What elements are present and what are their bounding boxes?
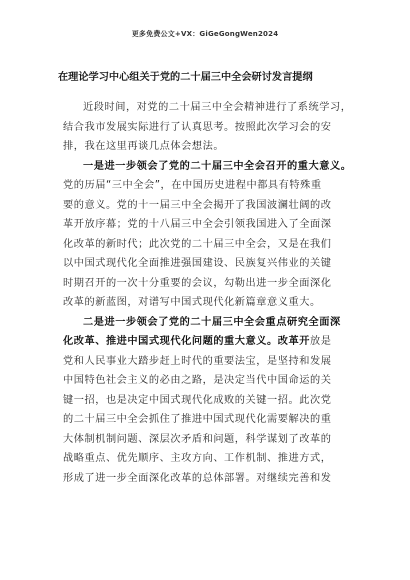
- document-body: [63, 98, 355, 488]
- bold-text: 化改革、推进中国式现代化问题的重大意义。改革开: [63, 336, 310, 347]
- body-line: 战略重点、优先顺序、主攻方向、工作机制、推进方式，: [63, 453, 332, 464]
- body-line: 党和人民事业大踏步赶上时代的重要法宝，是坚持和发展: [63, 355, 332, 367]
- body-line: 的二十届三中全会抓住了推进中国式现代化需要解决的重: [63, 414, 332, 425]
- body-line: 近段时间，对党的二十届三中全会精神进行了系统学习，: [83, 102, 352, 113]
- body-line: 二是进一步领会了党的二十届三中全会重点研究全面深: [83, 316, 341, 328]
- body-line: 大体制机制问题、深层次矛盾和问题，科学谋划了改革的: [63, 433, 332, 445]
- body-line: 中国特色社会主义的必由之路，是决定当代中国命运的关: [63, 375, 332, 386]
- body-line: 党的历届“三中全会”，在中国历史进程中都具有特殊重: [63, 180, 322, 191]
- document-title: 在理论学习中心组关于党的二十届三中全会研讨发言提纲: [58, 72, 313, 83]
- body-line: 结合我市发展实际进行了认真思考。按照此次学习会的安: [63, 121, 332, 133]
- body-line: 化改革的新时代；此次党的二十届三中全会，又是在我们: [63, 238, 332, 250]
- body-line: 形成了进一步全面深化改革的总体部署。对继续完善和发: [63, 472, 332, 484]
- body-line: 以中国式现代化全面推进强国建设、民族复兴伟业的关键: [63, 258, 332, 269]
- body-line: 一是进一步领会了党的二十届三中全会召开的重大意义。: [83, 160, 352, 172]
- body-line: 要的意义。党的十一届三中全会揭开了我国波澜壮阔的改: [63, 199, 332, 211]
- body-line: 时期召开的一次十分重要的会议，勾勒出进一步全面深化: [63, 277, 332, 289]
- body-line: 改革的新蓝图，对谱写中国式现代化新篇章意义重大。: [63, 297, 321, 308]
- body-line: 排，我在这里再谈几点体会想法。: [63, 141, 225, 152]
- body-line: [63, 332, 355, 352]
- body-line: 革开放序幕；党的十八届三中全会引领我国进入了全面深: [63, 219, 332, 230]
- regular-text: 放是: [309, 336, 332, 347]
- body-line: 键一招，也是决定中国式现代化成败的关键一招。此次党: [63, 394, 332, 406]
- page-header: 更多免费公文+VX：GiGeGongWen2024: [131, 30, 279, 38]
